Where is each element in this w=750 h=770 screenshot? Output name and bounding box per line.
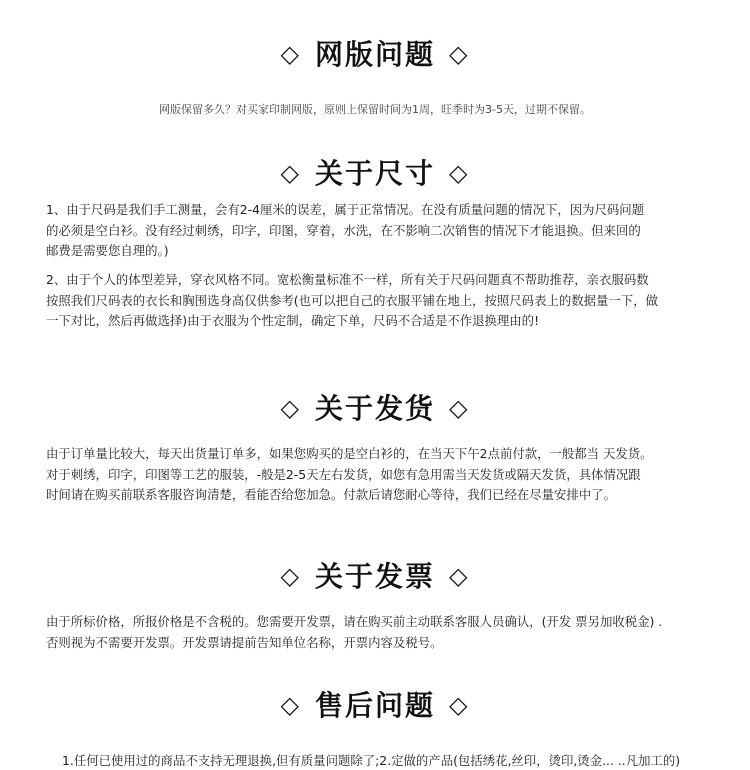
section-heading-plate (0, 36, 750, 73)
text-line: 的必须是空白衫。没有经过刺绣，印字，印图，穿着，水洗，在不影响二次销售的情况下才能退换。但来回的 (46, 222, 641, 238)
text-line: 时间请在购买前联系客服咨询清楚，看能否给您加急。付款后请您耐心等待，我们已经在尽量安排中了。 (46, 487, 616, 502)
section-title-size: 关于尺寸 (314, 157, 435, 190)
section-title-shipping: 关于发货 (314, 392, 435, 425)
section-title-after-sale: 售后问题 (314, 689, 435, 722)
text-line: 按照我们尺码表的衣长和胸围选身高仅供参考(也可以把自己的衣服平铺在地上，按照尺码表上的数据量一下，做 (46, 292, 658, 308)
section-title-plate: 网版问题 (314, 38, 435, 71)
text-line: 邮费是需要您自理的。) (46, 243, 169, 258)
section-heading-invoice (0, 558, 750, 595)
diamond-icon: ◇ (449, 40, 470, 68)
text-line: 对于刺绣，印字，印图等工艺的服装，-般是2-5天左右发货，如您有急用需当天发货或隔天发货，具体情况跟 (46, 466, 641, 482)
diamond-icon: ◇ (449, 562, 470, 590)
text-line: 2、由于个人的体型差异，穿衣风格不同。宽松衡量标准不一样，所有关于尺码问题真不帮助推荐，亲衣服码数 (46, 272, 649, 287)
diamond-icon: ◇ (449, 159, 470, 187)
text-line: 否则视为不需要开发票。开发票请提前告知单位名称，开票内容及税号。 (46, 634, 443, 650)
diamond-icon: ◇ (449, 691, 470, 719)
invoice-paragraph (46, 612, 706, 653)
section-heading-size (0, 155, 750, 192)
size-paragraph-1 (46, 200, 706, 262)
section-heading-shipping (0, 390, 750, 427)
text-line: 由于订单量比较大，每天出货量订单多，如果您购买的是空白衫的，在当天下午2点前付款，一般都当 天发货。 (46, 446, 653, 461)
diamond-icon: ◇ (280, 40, 301, 68)
shipping-paragraph (46, 444, 706, 506)
diamond-icon: ◇ (280, 691, 301, 719)
size-paragraph-2 (46, 270, 706, 332)
text-line: 1、由于尺码是我们手工测量，会有2-4厘米的误差，属于正常情况。在没有质量问题的情况下，因为尺码问题 (46, 202, 645, 217)
diamond-icon: ◇ (280, 562, 301, 590)
section-heading-after-sale (0, 687, 750, 724)
diamond-icon: ◇ (449, 394, 470, 422)
text-line: 一下对比，然后再做选择)由于衣服为个性定制，确定下单，尺码不合适是不作退换理由的! (46, 313, 540, 328)
plate-note: 网版保留多久？对买家印制网版，原则上保留时间为1周，旺季时为3-5天，过期不保留。 (159, 103, 591, 116)
after-sale-line: 1.任何已使用过的商品不支持无理退换,但有质量问题除了;2.定做的产品(包括绣花,丝印，烫印,烫金... ..凡加工的) (62, 753, 681, 768)
section-title-invoice: 关于发票 (314, 560, 435, 593)
diamond-icon: ◇ (280, 394, 301, 422)
text-line: 由于所标价格，所报价格是不含税的。您需要开发票，请在购买前主动联系客服人员确认，(开发 票另加收税金) . (46, 614, 663, 629)
diamond-icon: ◇ (280, 159, 301, 187)
